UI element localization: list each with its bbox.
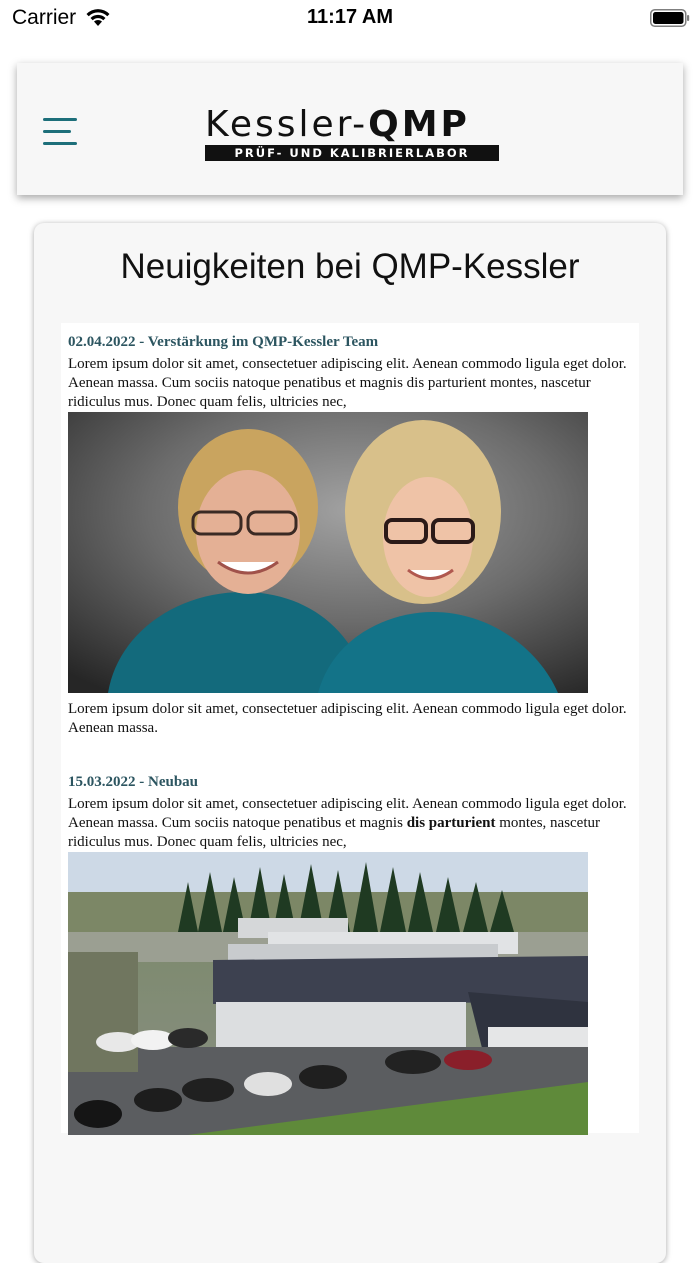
building-photo — [68, 852, 588, 1135]
kessler-qmp-logo — [205, 104, 501, 163]
article-text — [68, 795, 628, 852]
article-text-part: montes, nascetur ridiculus mus. Donec quam felis, ultricies nec, — [68, 815, 601, 850]
news-article — [68, 773, 628, 1135]
building-photo-illustration — [68, 852, 588, 1135]
app-header — [17, 63, 683, 195]
team-photo-illustration — [68, 412, 588, 693]
article-text-bold: dis parturient — [406, 815, 496, 831]
article-text-after: Lorem ipsum dolor sit amet, consectetuer adipiscing elit. Aenean commodo ligula eget dolor. Aenean massa. — [68, 701, 627, 736]
logo-subtitle: PRÜF- UND KALIBRIERLABOR — [205, 145, 499, 161]
carrier-label: Carrier — [12, 6, 77, 29]
status-bar — [0, 0, 700, 36]
article-title: 02.04.2022 - Verstärkung im QMP-Kessler Team — [68, 334, 379, 350]
logo-title — [205, 104, 501, 145]
news-card — [34, 223, 666, 1263]
news-article — [68, 333, 628, 738]
clock: 11:17 AM — [307, 6, 393, 28]
page-title: Neuigkeiten bei QMP-Kessler — [120, 247, 580, 286]
news-list[interactable] — [61, 323, 639, 1133]
logo-title-bold: QMP — [368, 104, 470, 145]
article-text: Lorem ipsum dolor sit amet, consectetuer adipiscing elit. Aenean commodo ligula eget dolor. Aenean massa. Cum sociis natoque penatibus et magnis dis parturient montes, nascetur ridiculus mus. Donec quam felis, ultricies nec, — [68, 356, 627, 410]
article-text-part: Lorem ipsum dolor sit amet, consectetuer adipiscing elit. Aenean commodo ligula eget dolor. Aenean massa. Cum sociis natoque penatibus et magnis — [68, 796, 627, 831]
team-photo — [68, 412, 588, 693]
battery-icon — [650, 9, 690, 27]
logo-title-light: Kessler- — [205, 104, 369, 145]
article-title: 15.03.2022 - Neubau — [68, 774, 199, 790]
hamburger-menu-icon[interactable] — [43, 118, 79, 148]
